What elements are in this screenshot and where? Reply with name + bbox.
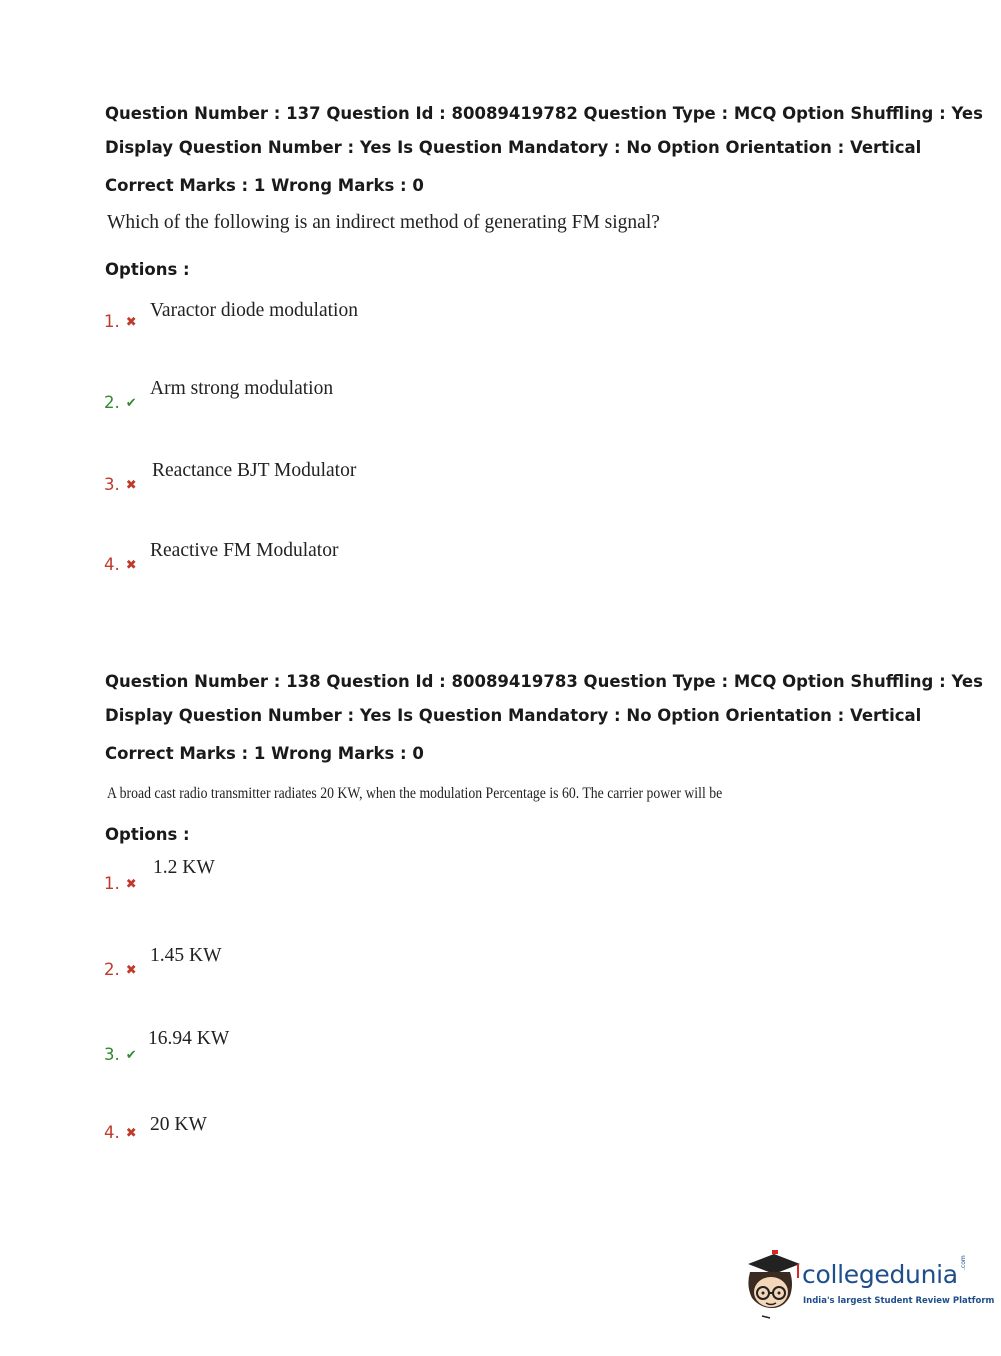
option-text: 20 KW — [150, 1114, 207, 1135]
options-label: Options : — [105, 260, 190, 279]
check-icon: ✔ — [125, 1048, 137, 1063]
option-text: Reactive FM Modulator — [150, 540, 339, 561]
marks-line: Correct Marks : 1 Wrong Marks : 0 — [105, 176, 424, 195]
question-text: Which of the following is an indirect method of generating FM signal? — [107, 212, 660, 233]
option-number: 4. ✖ — [104, 555, 137, 574]
options-label: Options : — [105, 825, 190, 844]
cross-icon: ✖ — [125, 877, 137, 892]
logo-tagline: India's largest Student Review Platform — [803, 1296, 995, 1306]
logo-suffix: .com — [960, 1255, 967, 1270]
option-number: 3. ✖ — [104, 475, 137, 494]
collegedunia-logo — [740, 1250, 995, 1320]
option-number: 3. ✔ — [104, 1045, 137, 1064]
student-mascot-icon — [740, 1250, 802, 1320]
cross-icon: ✖ — [125, 315, 137, 330]
question-text: A broad cast radio transmitter radiates 20 KW, when the modulation Percentage is 60. The carrier power will be — [107, 785, 723, 802]
question-meta-line: Display Question Number : Yes Is Question Mandatory : No Option Orientation : Vertical — [105, 706, 922, 725]
marks-line: Correct Marks : 1 Wrong Marks : 0 — [105, 744, 424, 763]
question-meta-line: Question Number : 137 Question Id : 80089419782 Question Type : MCQ Option Shuffling : Yes — [105, 104, 983, 123]
logo-wordmark: collegedunia — [802, 1260, 958, 1289]
question-meta-line: Display Question Number : Yes Is Question Mandatory : No Option Orientation : Vertical — [105, 138, 922, 157]
option-number: 1. ✖ — [104, 874, 137, 893]
option-text: Reactance BJT Modulator — [152, 460, 357, 481]
check-icon: ✔ — [125, 396, 137, 411]
option-text: Varactor diode modulation — [150, 300, 358, 321]
option-text: Arm strong modulation — [150, 378, 334, 399]
option-number: 4. ✖ — [104, 1123, 137, 1142]
option-text: 16.94 KW — [148, 1028, 230, 1049]
option-number: 2. ✖ — [104, 960, 137, 979]
question-meta-line: Question Number : 138 Question Id : 80089419783 Question Type : MCQ Option Shuffling : Yes — [105, 672, 983, 691]
cross-icon: ✖ — [125, 478, 137, 493]
cross-icon: ✖ — [125, 963, 137, 978]
option-text: 1.45 KW — [150, 945, 222, 966]
cross-icon: ✖ — [125, 1126, 137, 1141]
option-text: 1.2 KW — [153, 857, 215, 878]
cross-icon: ✖ — [125, 558, 137, 573]
option-number: 2. ✔ — [104, 393, 137, 412]
option-number: 1. ✖ — [104, 312, 137, 331]
